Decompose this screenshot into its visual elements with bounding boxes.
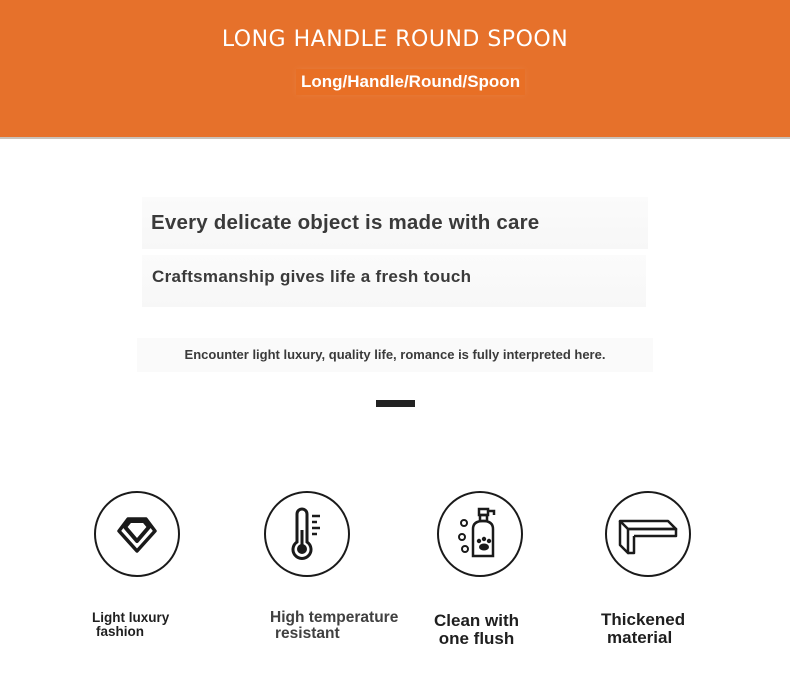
intro-subline: Craftsmanship gives life a fresh touch [142, 255, 646, 307]
diamond-icon [94, 491, 180, 577]
intro-tagline: Encounter light luxury, quality life, romance is fully interpreted here. [137, 338, 653, 372]
banner-title: LONG HANDLE ROUND SPOON [221, 27, 569, 52]
feature-label-thickened [601, 611, 685, 647]
header-banner [0, 0, 790, 139]
feature-label-clean [434, 612, 519, 648]
feature-label-light-luxury [92, 611, 169, 639]
feature-label-line: Light luxury [92, 610, 170, 625]
feature-label-line: Clean with [434, 611, 520, 630]
feature-label-line: High temperature [270, 609, 399, 626]
feature-label-line: Thickened [601, 610, 686, 629]
section-divider [376, 400, 415, 407]
feature-label-line: fashion [96, 624, 145, 640]
soap-bottle-icon [437, 491, 523, 577]
thick-slab-icon [605, 491, 691, 577]
feature-label-high-temperature [270, 610, 398, 643]
intro-headline: Every delicate object is made with care [142, 197, 648, 249]
feature-label-line: one flush [438, 628, 515, 648]
thermometer-icon [264, 491, 350, 577]
feature-label-line: material [607, 627, 673, 647]
banner-subtitle: Long/Handle/Round/Spoon [296, 69, 525, 95]
feature-label-line: resistant [275, 625, 340, 643]
